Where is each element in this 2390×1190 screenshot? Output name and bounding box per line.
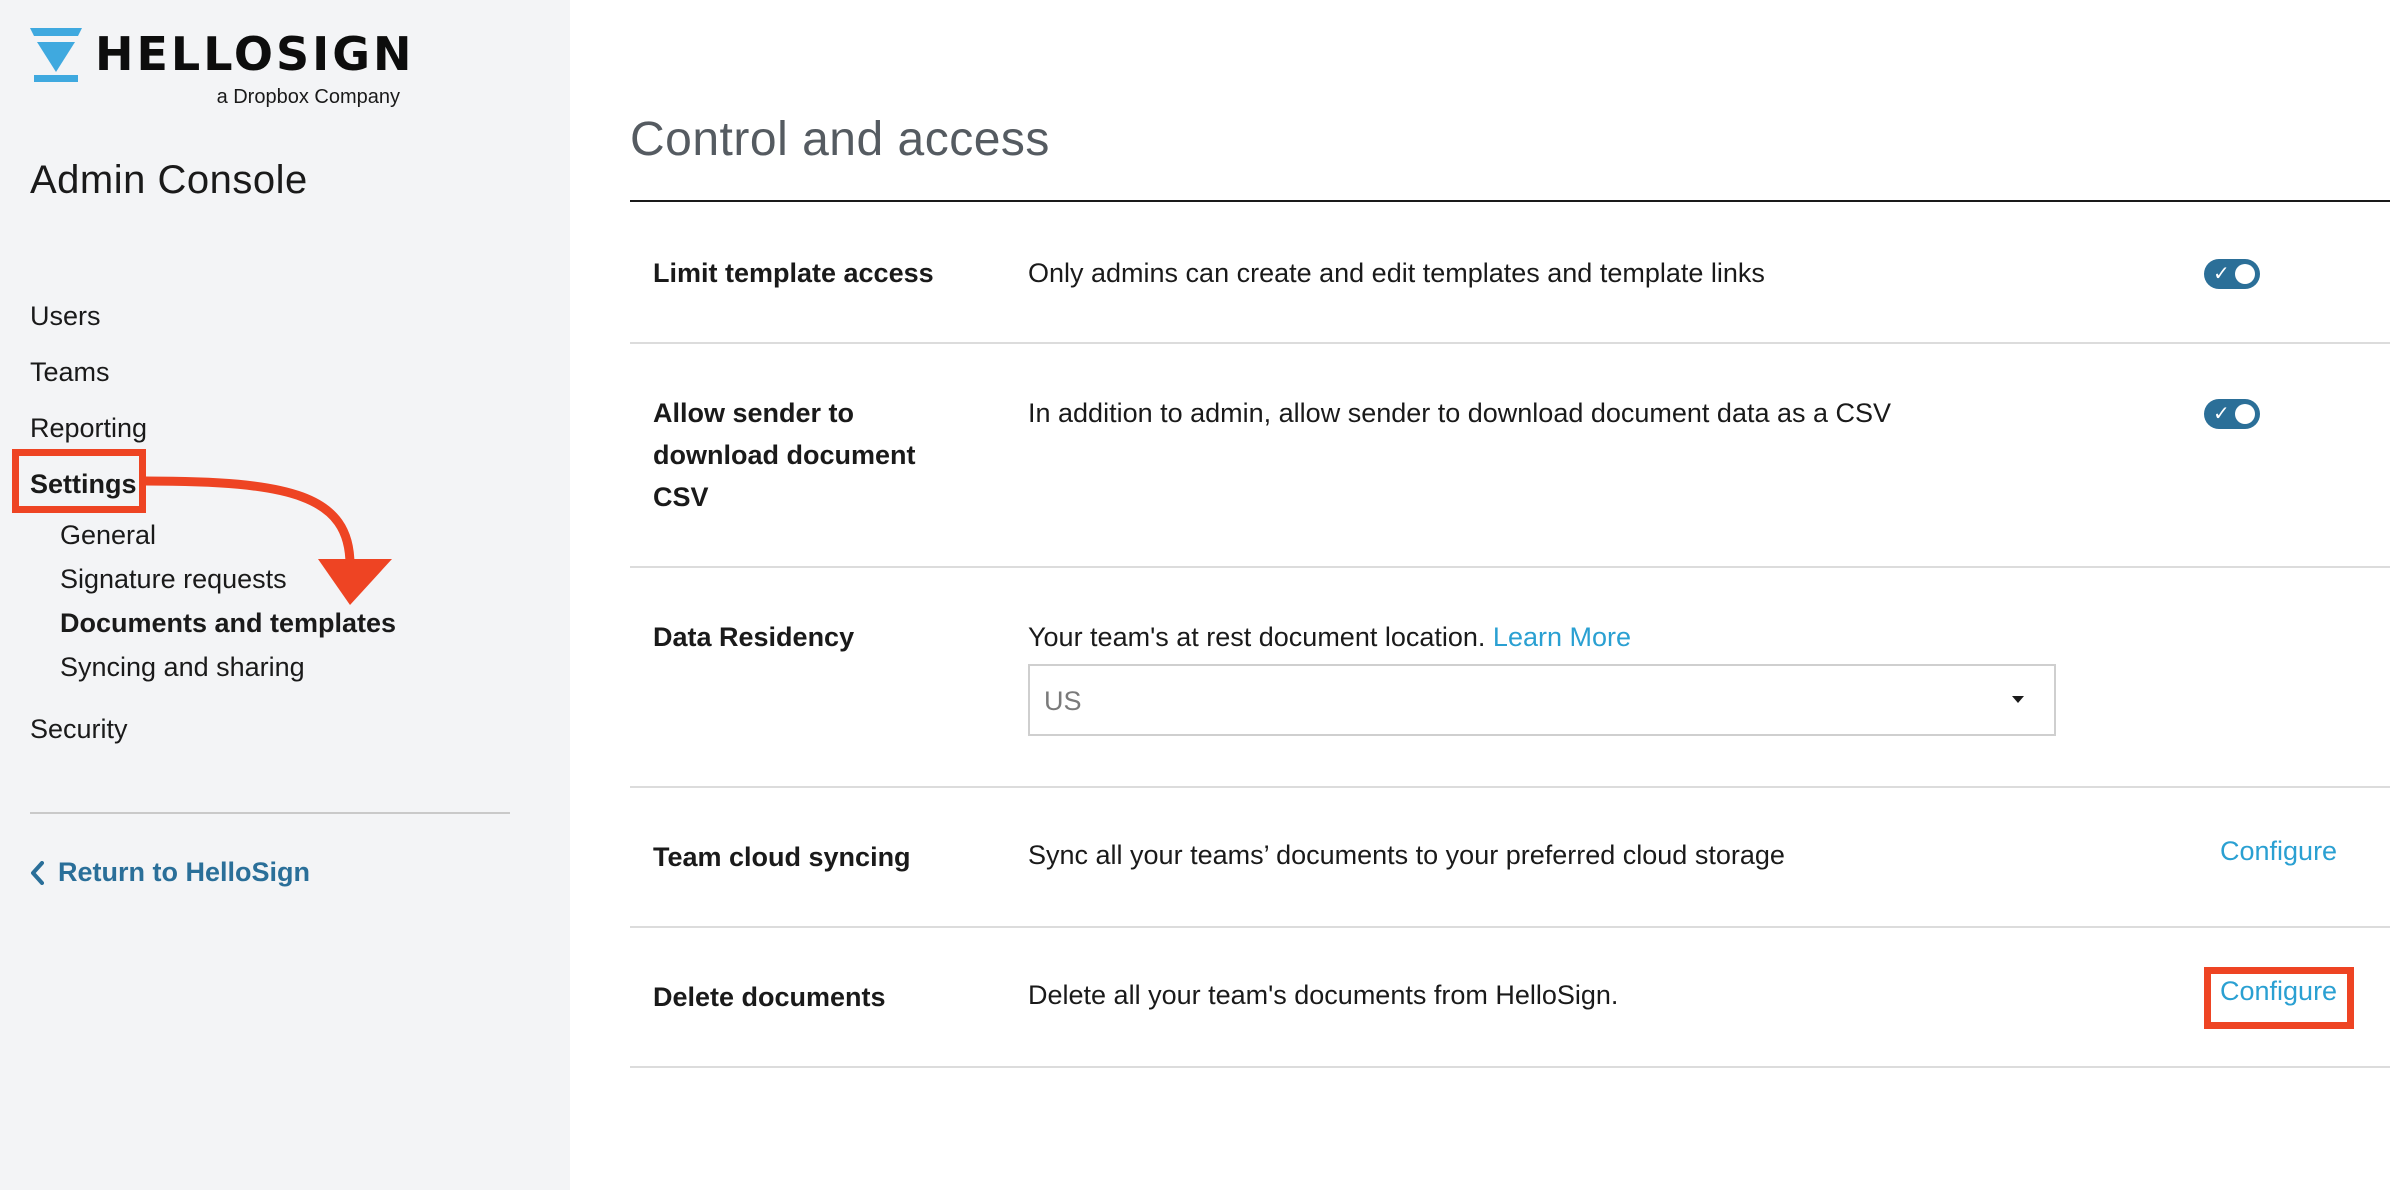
nav-settings-documents-templates[interactable]: Documents and templates — [60, 608, 397, 638]
sender-csv-label: Allow sender to download document CSV — [653, 398, 916, 512]
limit-template-toggle[interactable] — [2204, 259, 2260, 289]
annotation-arrow — [140, 455, 540, 655]
title-divider — [630, 200, 2390, 202]
chevron-left-icon — [30, 861, 44, 885]
delete-documents-configure-link[interactable]: Configure — [2220, 976, 2338, 1006]
nav-settings-syncing-sharing[interactable]: Syncing and sharing — [60, 652, 305, 682]
check-icon: ✓ — [2213, 401, 2230, 425]
cloud-sync-configure-link[interactable]: Configure — [2220, 836, 2338, 866]
nav-teams[interactable]: Teams — [30, 357, 110, 387]
brand-name: HELLOSIGN — [95, 27, 415, 81]
admin-console-title: Admin Console — [30, 158, 308, 202]
data-residency-description: Your team's at rest document location. — [1028, 622, 1486, 652]
cloud-sync-label: Team cloud syncing — [653, 842, 911, 872]
toggle-knob — [2235, 264, 2255, 284]
check-icon: ✓ — [2213, 261, 2230, 285]
row-divider — [630, 1066, 2390, 1068]
toggle-knob — [2235, 404, 2255, 424]
nav-settings-signature-requests[interactable]: Signature requests — [60, 564, 287, 594]
return-link-label: Return to HelloSign — [58, 857, 310, 887]
learn-more-link[interactable]: Learn More — [1492, 622, 1631, 652]
delete-documents-description: Delete all your team's documents from HelloSign. — [1028, 980, 1619, 1010]
nav-settings[interactable]: Settings — [30, 469, 137, 499]
limit-template-label: Limit template access — [653, 258, 934, 288]
nav-reporting[interactable]: Reporting — [30, 413, 148, 443]
brand-tagline: a Dropbox Company — [216, 86, 400, 108]
nav-security[interactable]: Security — [30, 714, 128, 744]
cloud-sync-description: Sync all your teams’ documents to your preferred cloud storage — [1028, 840, 1785, 870]
data-residency-select-value: US — [1044, 686, 1082, 716]
sender-csv-description: In addition to admin, allow sender to download document data as a CSV — [1028, 398, 1892, 428]
settings-highlight-box — [12, 449, 146, 513]
hellosign-check-icon — [30, 28, 82, 82]
nav-users[interactable]: Users — [30, 301, 101, 331]
data-residency-description-line — [1028, 618, 1631, 656]
sidebar-divider — [30, 812, 510, 814]
row-divider — [630, 786, 2390, 788]
data-residency-label: Data Residency — [653, 622, 855, 652]
sender-csv-toggle[interactable] — [2204, 399, 2260, 429]
nav-settings-general[interactable]: General — [60, 520, 157, 550]
page-title: Control and access — [630, 113, 1050, 166]
row-divider — [630, 342, 2390, 344]
delete-documents-label: Delete documents — [653, 982, 886, 1012]
hellosign-logo[interactable] — [30, 27, 415, 118]
caret-down-icon — [2012, 696, 2024, 703]
row-divider — [630, 566, 2390, 568]
configure-highlight-box — [2204, 967, 2354, 1029]
row-divider — [630, 926, 2390, 928]
return-to-hellosign-link[interactable] — [30, 857, 310, 888]
data-residency-select[interactable] — [1028, 664, 2056, 736]
main-content — [570, 0, 2390, 1190]
limit-template-description: Only admins can create and edit templates and template links — [1028, 258, 1765, 288]
